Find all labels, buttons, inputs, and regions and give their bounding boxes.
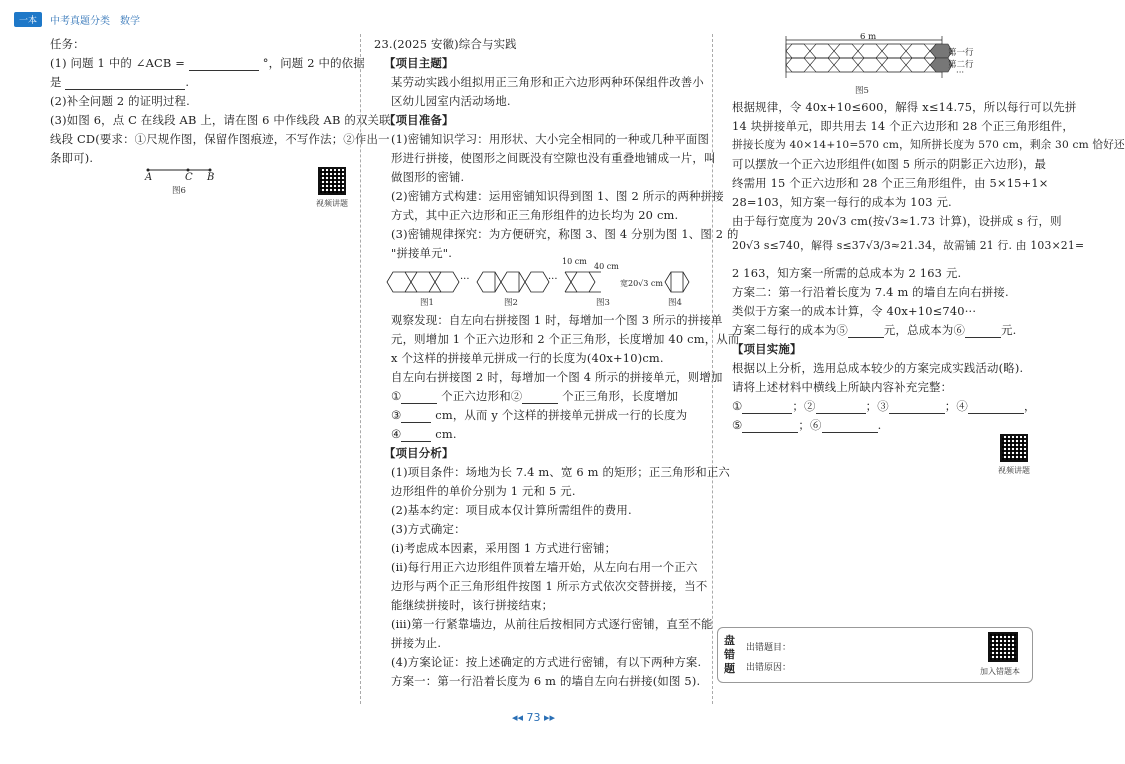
fig5-dots: ··· [956,68,965,78]
plan2-total-label: 元，总成本为⑥ [883,323,966,337]
obs-line-4: 自左向右拼接图 2 时，每增加一个图 4 所示的拼接单元，则增加 [391,370,723,384]
sol-line-4: 可以摆放一个正六边形组件(如图 5 所示的阴影正六边形)，最 [732,157,1047,171]
section-implement: 【项目实施】 [732,342,802,356]
impl-line-1: 根据以上分析，选用总成本较少的方案完成实践活动(略). [732,361,1024,375]
answer-blank-5[interactable] [742,420,798,433]
ans-row1-end: ， [1023,399,1036,413]
blank-1[interactable] [401,391,437,404]
prep-3a: (3)密铺规律探究：为方便研究，称图 3、图 4 分别为图 1、图 2 的 [391,227,739,241]
obs-6-end: cm，从而 y 个这样的拼接单元拼成一行的长度为 [435,408,688,422]
fig5-dim: 6 m [860,32,877,42]
answer-blank-4[interactable] [968,401,1024,414]
theme-line-2: 区幼儿园室内活动场地. [391,94,511,108]
obs-5-end: 个正三角形，长度增加 [562,389,679,403]
subject-title: 数学 [120,15,141,27]
obs-line-7 [391,426,457,442]
fig5-row2: 第二行 [948,60,974,70]
answer-row-2 [732,417,881,433]
ans-4-label: ；④ [944,399,968,413]
section-prep: 【项目准备】 [384,113,454,127]
dim-10cm: 10 cm [562,257,587,266]
obs-5-mid: 个正六边形和② [441,389,523,403]
blank-1-label: ① [391,389,402,403]
answer-blank-3[interactable] [889,401,945,414]
sol-line-12 [732,322,1016,338]
point-a-label: A [145,172,153,183]
obs-line-6 [391,407,687,423]
q1-part-c: 是 [50,75,62,89]
prep-1b: 形进行拼接，使图形之间既没有空隙也没有重叠地铺成一片，叫 [391,151,716,165]
video-label-right: 视频讲题 [998,466,1030,475]
ana-3iii-a: (ⅲ)第一行紧靠墙边，从前往后按相同方式逐行密铺，直至不能 [391,617,713,631]
plan2-cost-label: 方案二每行的成本为⑤ [732,323,848,337]
problem-title: 23.(2025 安徽)综合与实践 [374,37,517,51]
plan2-end: 元. [1001,323,1017,337]
q3-line-2: 线段 CD(要求：①尺规作图，保留作图痕迹，不写作法；②作出一 [50,132,390,146]
ana-1b: 边形组件的单价分别为 1 元和 5 元. [391,484,576,498]
ana-3iii-b: 拼接为止. [391,636,442,650]
ana-3i: (ⅰ)考虑成本因素，采用图 1 方式进行密铺； [391,541,617,555]
answer-blank-1[interactable] [742,401,792,414]
answer-row-1 [732,398,1036,414]
ans-row2-end: . [877,418,882,432]
q1-basis-blank[interactable] [65,77,185,90]
figure-3-unit [565,272,601,292]
dim-width: 宽20√3 cm [620,279,663,288]
blank-5[interactable] [848,325,884,338]
blank-4[interactable] [401,429,431,442]
add-to-notebook-label[interactable]: 加入错题本 [980,667,1020,676]
impl-line-2: 请将上述材料中横线上所缺内容补充完整： [732,380,953,394]
fig5-caption: 图5 [855,86,869,96]
sol-line-10: 方案二：第一行沿着长度为 7.4 m 的墙自左向右拼接. [732,285,1009,299]
section-theme: 【项目主题】 [384,56,454,70]
figure-2-tiling [477,272,549,292]
ans-6-label: ；⑥ [798,418,822,432]
point-c-label: C [185,172,193,183]
fig5-row1: 第一行 [948,48,974,58]
wrong-question-box [717,627,1033,683]
theme-line-1: 某劳动实践小组拟用正三角形和正六边形两种环保组件改善小 [391,75,704,89]
figure-1-tiling [387,272,459,292]
dim-40cm: 40 cm [594,262,619,271]
ans-5-label: ⑤ [732,418,743,432]
sol-line-1: 根据规律，令 40x+10≤600，解得 x≤14.75，所以每行可以先拼 [732,100,1077,114]
q1-angle-blank[interactable] [189,58,259,71]
brand-logo: 一本 [14,12,42,27]
ana-1a: (1)项目条件：场地为长 7.4 m、宽 6 m 的矩形；正三角形和正六 [391,465,730,479]
ana-3ii-b: 边形与两个正三角形组件按图 1 所示方式依次交替拼接，当不 [391,579,708,593]
obs-line-2: 元，则增加 1 个正六边形和 2 个正三角形，长度增加 40 cm，从而 [391,332,740,346]
qr-code-icon[interactable] [988,632,1018,662]
sol-line-8: 20√3 s≤740，解得 s≤37√3/3≈21.34，故需铺 21 行. 由 103×21= [732,239,1085,252]
ana-4: (4)方案论证：按上述确定的方式进行密铺，有以下两种方案. [391,655,702,669]
q1-part-b: °，问题 2 中的依据 [262,56,365,70]
fig4-caption: 图4 [668,298,682,308]
wrong-item-label: 出错题目： [746,643,792,653]
prep-3b: "拼接单元". [391,246,453,260]
blank-6[interactable] [965,325,1001,338]
obs-line-1: 观察发现：自左向右拼接图 1 时，每增加一个图 3 所示的拼接单 [391,313,723,327]
q3-line-3: 条即可). [50,151,94,165]
fig2-caption: 图2 [504,298,518,308]
ans-3-label: ；③ [865,399,889,413]
qr-code-icon[interactable] [1000,434,1028,462]
prep-1c: 做图形的密铺. [391,170,465,184]
sol-line-9: 2 163，知方案一所需的总成本为 2 163 元. [732,266,962,280]
answer-blank-6[interactable] [822,420,878,433]
fig1-ellipsis: ··· [460,274,470,285]
fig3-caption: 图3 [596,298,610,308]
qr-code-icon[interactable] [318,167,346,195]
fig1-caption: 图1 [420,298,434,308]
ana-3ii-a: (ⅱ)每行用正六边形组件顶着左墙开始，从左向右用一个正六 [391,560,698,574]
figure-4-unit [665,272,689,292]
prep-2a: (2)密铺方式构建：运用密铺知识得到图 1、图 2 所示的两种拼接 [391,189,724,203]
obs-7-end: cm. [435,427,457,441]
sol-line-2: 14 块拼接单元，即共用去 14 个正六边形和 28 个正三角形组件， [732,119,1074,133]
ans-1-label: ① [732,399,743,413]
wrong-box-title: 盘错题 [724,634,735,675]
blank-4-label: ④ [391,427,402,441]
ana-2: (2)基本约定：项目成本仅计算所需组件的费用. [391,503,632,517]
blank-3[interactable] [401,410,431,423]
q2-text: (2)补全问题 2 的证明过程. [50,94,190,108]
page-header [14,10,150,28]
sol-line-3: 拼接长度为 40×14+10=570 cm，知所拼长度为 570 cm，剩余 30 cm 恰好还 [732,139,1125,151]
q1-text [50,55,365,71]
prep-2b: 方式，其中正六边形和正三角形组件的边长均为 20 cm. [391,208,679,222]
q1-basis: 是 . [50,75,190,89]
sol-line-5: 终需用 15 个正六边形和 28 个正三角形组件，由 5×15+1× [732,176,1049,190]
ana-3: (3)方式确定： [391,522,466,536]
section-analysis: 【项目分析】 [384,446,454,460]
page-number: ◂◂ 73 ▸▸ [512,711,556,724]
q3-line-1: (3)如图 6，点 C 在线段 AB 上，请在图 6 中作线段 AB 的双关联 [50,113,391,127]
prep-1a: (1)密铺知识学习：用形状、大小完全相同的一种或几种平面图 [391,132,710,146]
series-title: 中考真题分类 [50,15,111,27]
obs-line-3: x 个这样的拼接单元拼成一行的长度为(40x+10)cm. [391,351,664,365]
q1-part-a: (1) 问题 1 中的 ∠ACB = [50,56,186,70]
wrong-reason-label: 出错原因： [746,663,792,673]
obs-line-5 [391,388,678,404]
video-label-left: 视频讲题 [316,199,348,208]
answer-blank-2[interactable] [816,401,866,414]
ans-2-label: ；② [792,399,816,413]
plan-1: 方案一：第一行沿着长度为 6 m 的墙自左向右拼接(如图 5). [391,674,701,688]
column-divider-1 [360,34,361,704]
blank-2[interactable] [522,391,558,404]
sol-line-11: 类似于方案一的成本计算，令 40x+10≤740··· [732,304,977,318]
ana-3ii-c: 能继续拼接时，该行拼接结束； [391,598,554,612]
point-b-label: B [207,172,215,183]
fig2-ellipsis: ··· [548,274,558,285]
blank-3-label: ③ [391,408,402,422]
sol-line-7: 由于每行宽度为 20√3 cm(按√3≈1.73 计算)，设拼成 s 行，则 [732,214,1062,228]
sol-line-6: 28=103，知方案一每行的成本为 103 元. [732,195,952,209]
figure-6-caption: 图6 [172,186,186,196]
task-heading: 任务： [50,37,85,51]
